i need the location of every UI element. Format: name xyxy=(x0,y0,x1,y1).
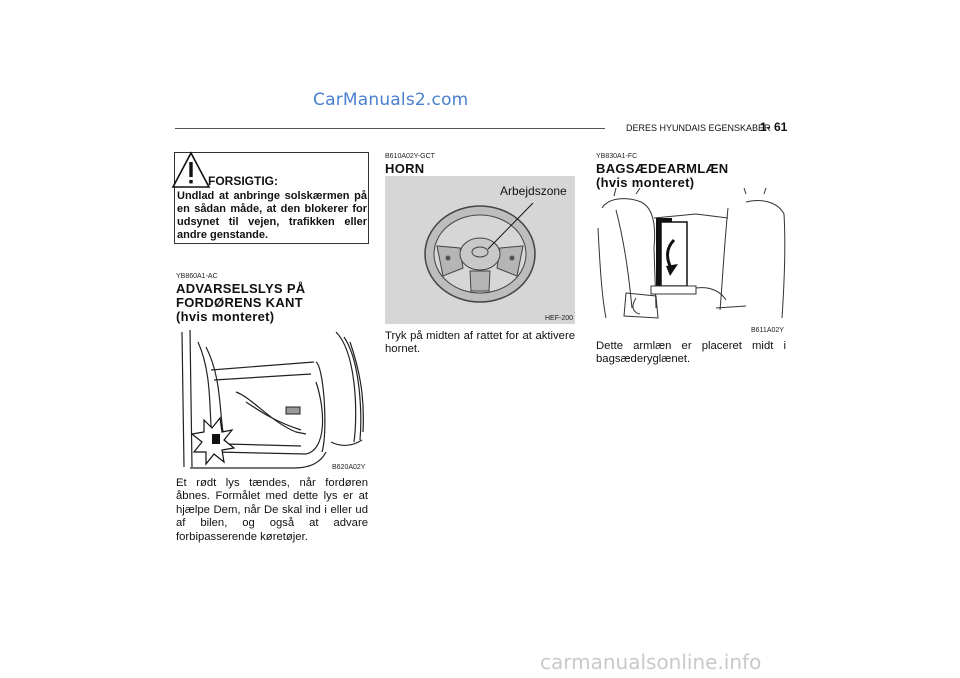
armrest-image-code: B611A02Y xyxy=(751,327,784,334)
door-illustration xyxy=(176,322,368,472)
horn-illustration xyxy=(385,176,575,324)
page-number: 1- 61 xyxy=(760,120,788,134)
horn-title: HORN xyxy=(385,161,425,176)
caution-title: FORSIGTIG: xyxy=(208,174,278,188)
horn-image-code: HEF-200 xyxy=(545,315,574,322)
door-warning-code: YB860A1-AC xyxy=(176,273,218,280)
armrest-title-1: BAGSÆDEARMLÆN xyxy=(596,161,729,176)
door-warning-title-1: ADVARSELSLYS PÅ xyxy=(176,281,306,296)
horn-text: Tryk på midten af rattet for at aktivere hornet. xyxy=(385,330,575,356)
header-rule xyxy=(175,128,605,129)
caution-text: Undlad at anbringe solskærmen på en sådan måde, at den blokerer for udsynet til vejen, trafikken eller andre genstande. xyxy=(177,190,367,241)
door-warning-title-2: FORDØRENS KANT xyxy=(176,295,303,310)
door-warning-text: Et rødt lys tændes, når fordøren åbnes. Formålet med dette lys er at hjælpe Dem, når De skal ind i eller ud af bilen, og også at advare forbipasserende køretøjer. xyxy=(176,477,368,543)
warning-triangle-icon xyxy=(170,150,212,190)
horn-callout: Arbejdszone xyxy=(500,184,567,198)
armrest-code: YB830A1-FC xyxy=(596,153,638,160)
door-image-code: B620A02Y xyxy=(332,464,366,471)
armrest-illustration xyxy=(596,188,786,330)
door-warning-title-3: (hvis monteret) xyxy=(176,309,275,324)
armrest-title-2: (hvis monteret) xyxy=(596,175,695,190)
watermark-carmanuals2[interactable]: CarManuals2.com xyxy=(313,90,469,110)
armrest-text: Dette armlæn er placeret midt i bagsæderyglænet. xyxy=(596,340,786,366)
watermark-carmanualsonline[interactable]: carmanualsonline.info xyxy=(540,650,762,674)
header-title: DERES HYUNDAIS EGENSKABER xyxy=(626,123,771,133)
horn-code: B610A02Y-GCT xyxy=(385,153,435,160)
